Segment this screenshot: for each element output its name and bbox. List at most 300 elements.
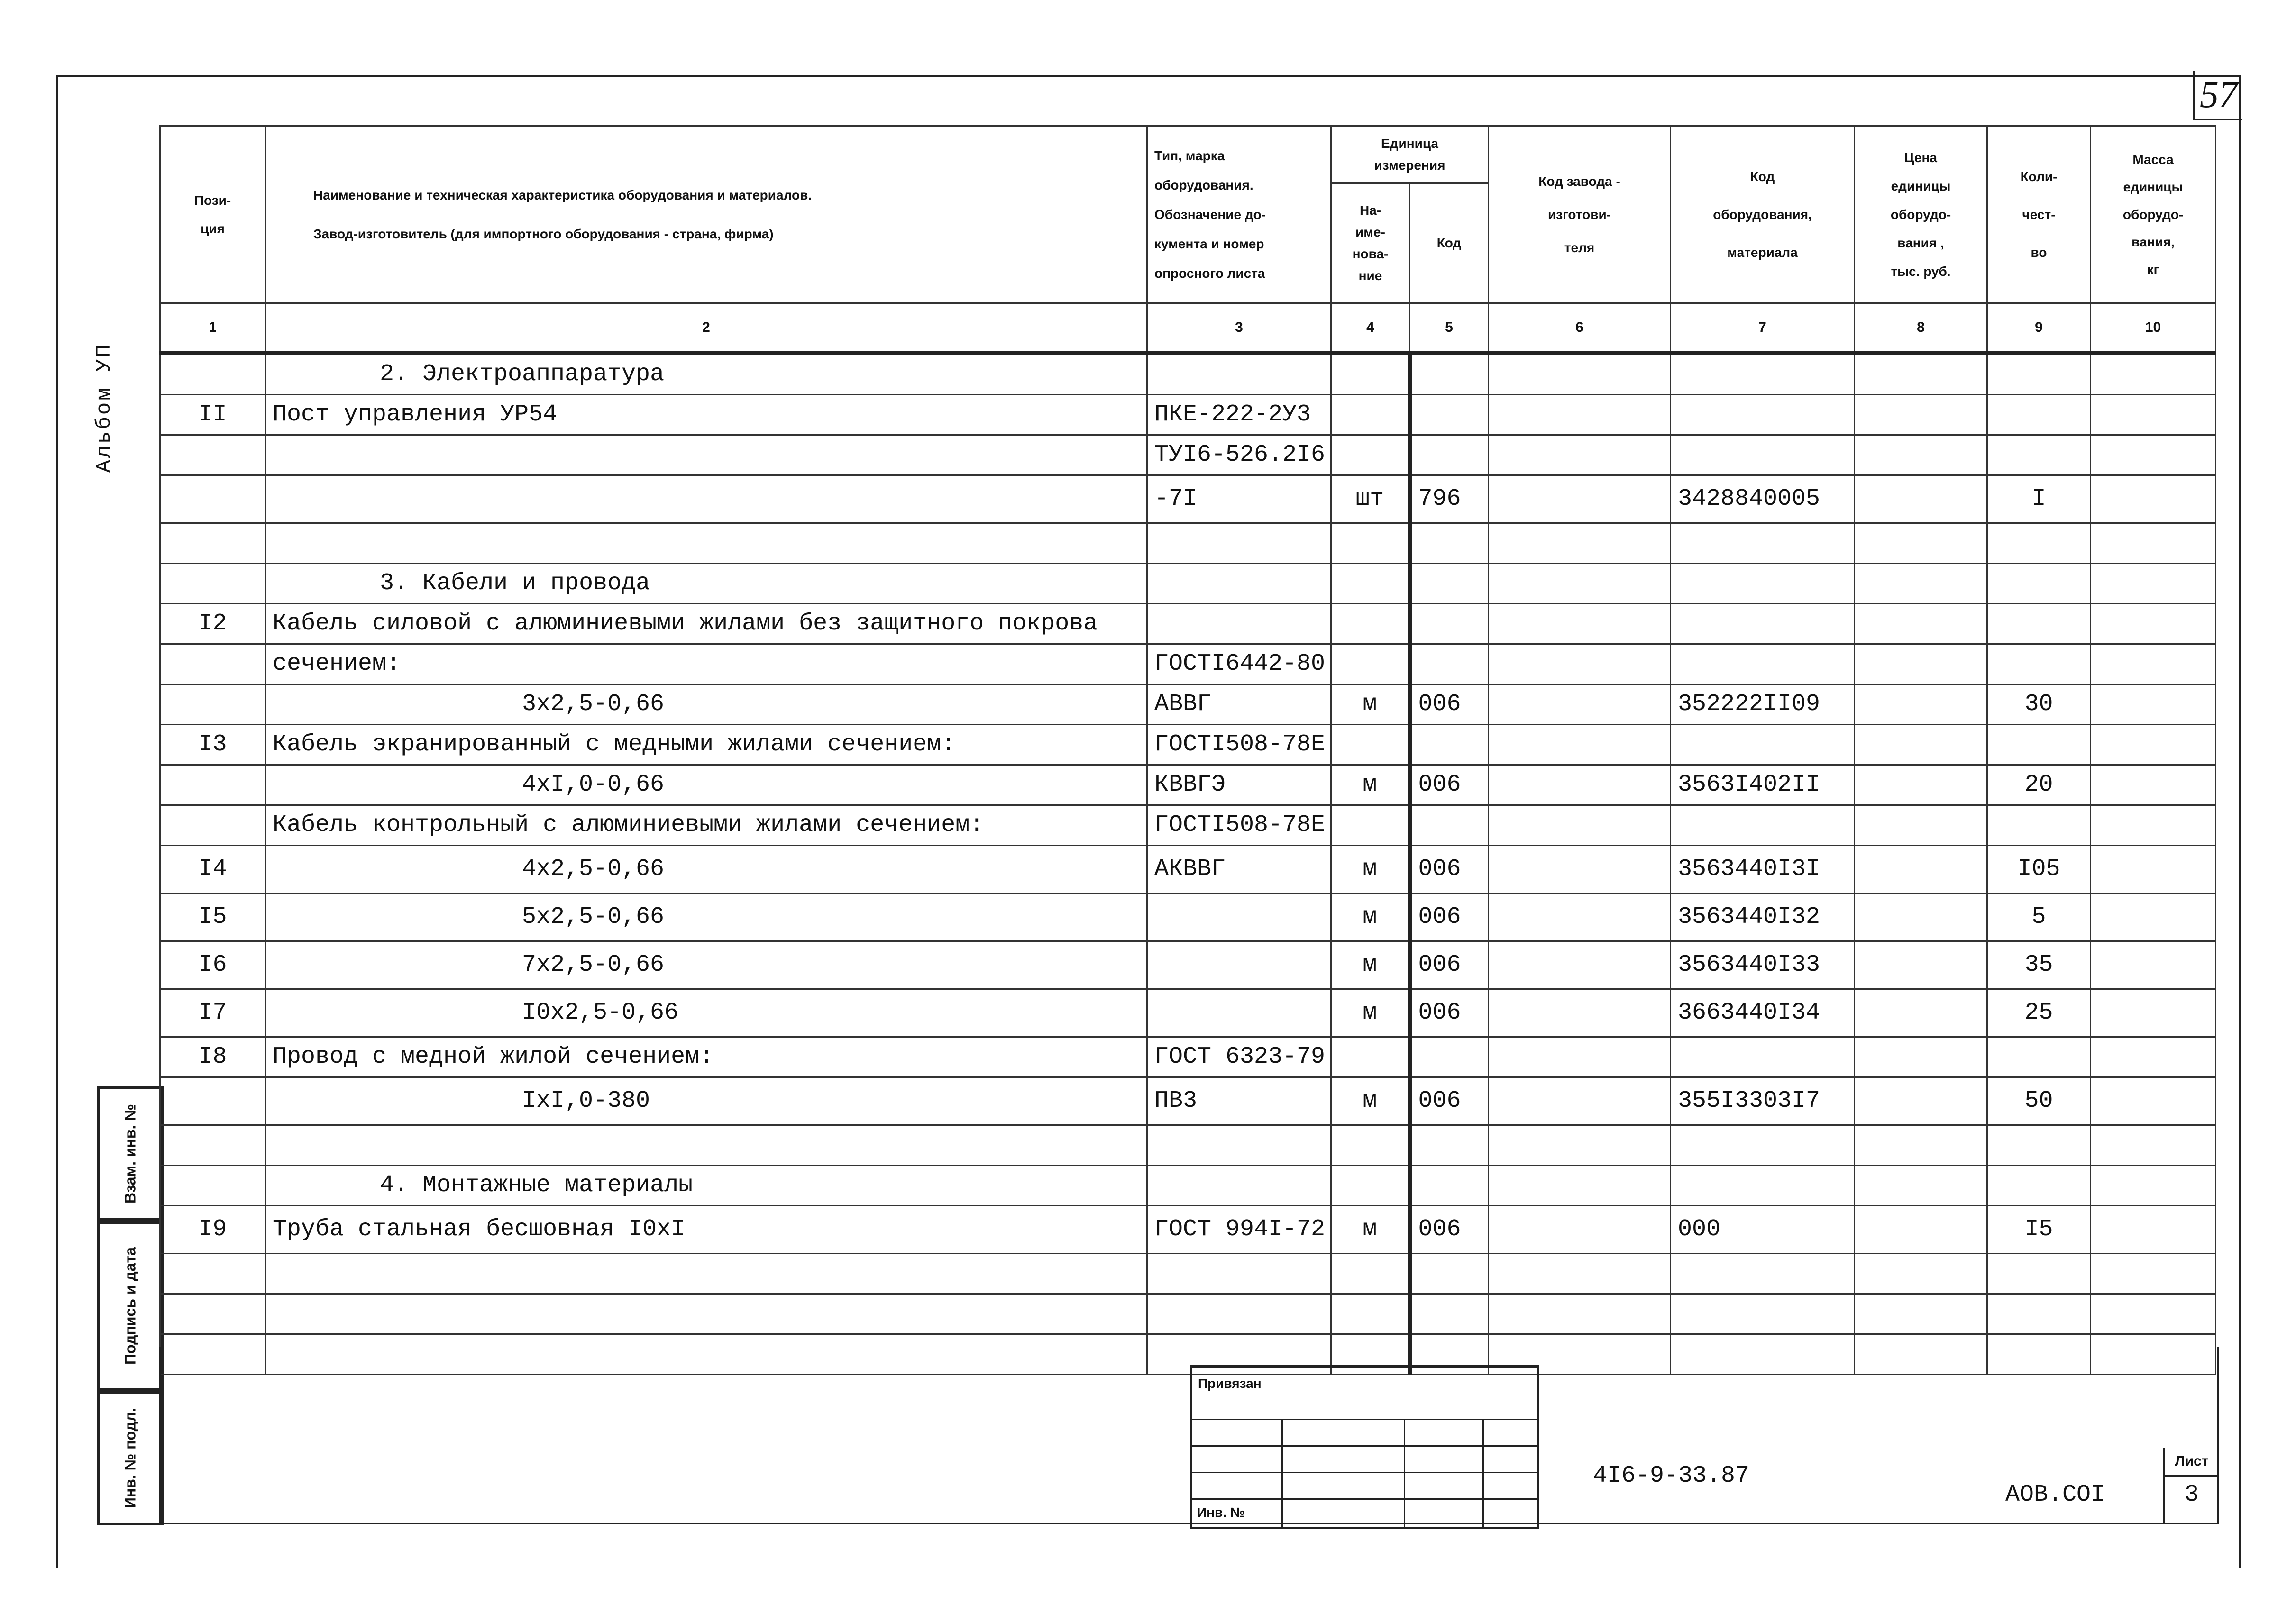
cell-name (265, 1294, 1147, 1334)
cell-equipment-code: 3563I402II (1671, 765, 1855, 805)
cell-equipment-code (1671, 604, 1855, 644)
cell-position (160, 805, 265, 846)
cell-price (1855, 1037, 1987, 1077)
cell-position: I5 (160, 894, 265, 941)
cell-name: 3х2,5-0,66 (265, 684, 1147, 725)
cell-quantity (1987, 644, 2091, 684)
cell-type (1147, 989, 1331, 1037)
cell-equipment-code (1671, 353, 1855, 395)
cell-unit-code (1410, 1254, 1489, 1294)
cell-name: Кабель экранированный с медными жилами сечением: (265, 725, 1147, 765)
cell-unit-code (1410, 353, 1489, 395)
cell-mass (2091, 353, 2216, 395)
column-number-row (160, 303, 2216, 354)
cell-type: ПВ3 (1147, 1077, 1331, 1125)
header-unit-name: На- име- нова- ние (1331, 183, 1410, 303)
cell-price (1855, 475, 1987, 523)
table-row (160, 523, 2216, 564)
cell-position (160, 1294, 265, 1334)
cell-equipment-code (1671, 1254, 1855, 1294)
cell-name (265, 1125, 1147, 1166)
cell-factory-code (1489, 1037, 1671, 1077)
cell-type (1147, 564, 1331, 604)
cell-position (160, 644, 265, 684)
cell-position (160, 1077, 265, 1125)
cell-mass (2091, 941, 2216, 989)
cell-name (265, 1254, 1147, 1294)
cell-price (1855, 564, 1987, 604)
cell-mass (2091, 1037, 2216, 1077)
cell-mass (2091, 1077, 2216, 1125)
col-num-6: 6 (1489, 303, 1671, 354)
binding-line (1192, 1498, 1537, 1500)
cell-unit-code (1410, 523, 1489, 564)
cell-equipment-code (1671, 564, 1855, 604)
header-unit-code: Код (1410, 183, 1489, 303)
cell-unit-code: 006 (1410, 941, 1489, 989)
table-row (160, 1254, 2216, 1294)
cell-position: I8 (160, 1037, 265, 1077)
cell-price (1855, 353, 1987, 395)
document-designation: 4I6-9-33.87 (1593, 1462, 1750, 1489)
cell-type: ГОСТ 994I-72 (1147, 1206, 1331, 1254)
cell-unit-code (1410, 1037, 1489, 1077)
cell-quantity (1987, 564, 2091, 604)
cell-mass (2091, 765, 2216, 805)
table-row (160, 684, 2216, 725)
cell-factory-code (1489, 765, 1671, 805)
cell-unit-code (1410, 725, 1489, 765)
cell-unit: м (1331, 1206, 1410, 1254)
table-row (160, 1206, 2216, 1254)
cell-type: АКВВГ (1147, 846, 1331, 894)
cell-position (160, 564, 265, 604)
table-row (160, 1125, 2216, 1166)
cell-quantity (1987, 725, 2091, 765)
cell-quantity: 25 (1987, 989, 2091, 1037)
cell-position: I9 (160, 1206, 265, 1254)
cell-mass (2091, 894, 2216, 941)
col-num-1: 1 (160, 303, 265, 354)
cell-type (1147, 1125, 1331, 1166)
cell-price (1855, 1077, 1987, 1125)
cell-type (1147, 1294, 1331, 1334)
cell-unit (1331, 435, 1410, 475)
cell-factory-code (1489, 435, 1671, 475)
cell-unit-code (1410, 1294, 1489, 1334)
binding-inv-label: Инв. № (1197, 1505, 1245, 1520)
cell-price (1855, 435, 1987, 475)
binding-line (1192, 1445, 1537, 1447)
cell-price (1855, 989, 1987, 1037)
cell-type: ПКЕ-222-2У3 (1147, 395, 1331, 435)
cell-equipment-code (1671, 523, 1855, 564)
cell-name: 4. Монтажные материалы (265, 1166, 1147, 1206)
cell-equipment-code: 352222II09 (1671, 684, 1855, 725)
cell-type (1147, 353, 1331, 395)
cell-unit-code: 006 (1410, 684, 1489, 725)
cell-mass (2091, 805, 2216, 846)
cell-unit-code (1410, 644, 1489, 684)
stamp-sign-date-text: Подпись и дата (121, 1247, 139, 1365)
cell-equipment-code (1671, 1166, 1855, 1206)
col-num-3: 3 (1147, 303, 1331, 354)
header-mass: Масса единицы оборудо- вания, кг (2091, 126, 2216, 303)
cell-factory-code (1489, 1166, 1671, 1206)
cell-quantity (1987, 604, 2091, 644)
cell-name: Пост управления УР54 (265, 395, 1147, 435)
cell-position (160, 435, 265, 475)
header-name-line1: Наименование и техническая характеристика оборудования и материалов. (313, 187, 812, 202)
binding-line (1192, 1419, 1537, 1420)
cell-name (265, 435, 1147, 475)
cell-price (1855, 1294, 1987, 1334)
cell-position (160, 475, 265, 523)
cell-position: I2 (160, 604, 265, 644)
cell-name: Труба стальная бесшовная I0хI (265, 1206, 1147, 1254)
table-row (160, 989, 2216, 1037)
cell-quantity (1987, 805, 2091, 846)
cell-equipment-code (1671, 435, 1855, 475)
cell-price (1855, 765, 1987, 805)
cell-price (1855, 395, 1987, 435)
cell-unit-code (1410, 805, 1489, 846)
cell-quantity: 20 (1987, 765, 2091, 805)
cell-price (1855, 523, 1987, 564)
cell-equipment-code: 355I3303I7 (1671, 1077, 1855, 1125)
cell-mass (2091, 725, 2216, 765)
cell-equipment-code (1671, 725, 1855, 765)
cell-quantity: 5 (1987, 894, 2091, 941)
cell-unit: шт (1331, 475, 1410, 523)
col-num-8: 8 (1855, 303, 1987, 354)
cell-name: Кабель контрольный с алюминиевыми жилами сечением: (265, 805, 1147, 846)
specification-body (160, 353, 2216, 1375)
cell-mass (2091, 1294, 2216, 1334)
binding-line (1192, 1472, 1537, 1473)
cell-equipment-code (1671, 805, 1855, 846)
stamp-swap-inv (97, 1086, 164, 1221)
col-num-7: 7 (1671, 303, 1855, 354)
header-type: Тип, марка оборудования. Обозначение до- кумента и номер опросного листа (1147, 126, 1331, 303)
sheet-box (2163, 1448, 2218, 1524)
cell-factory-code (1489, 523, 1671, 564)
header-position: Пози- ция (160, 126, 265, 303)
table-row (160, 805, 2216, 846)
cell-unit (1331, 523, 1410, 564)
cell-quantity: 30 (1987, 684, 2091, 725)
section-row (160, 564, 2216, 604)
section-row (160, 353, 2216, 395)
cell-unit: м (1331, 846, 1410, 894)
cell-factory-code (1489, 805, 1671, 846)
cell-unit-code (1410, 564, 1489, 604)
cell-type (1147, 1166, 1331, 1206)
cell-unit-code (1410, 435, 1489, 475)
cell-quantity: I5 (1987, 1206, 2091, 1254)
cell-unit: м (1331, 894, 1410, 941)
cell-name (265, 475, 1147, 523)
album-label (76, 341, 133, 474)
album-label-text: Альбом УП (92, 343, 116, 473)
cell-quantity (1987, 523, 2091, 564)
cell-name: I0х2,5-0,66 (265, 989, 1147, 1037)
col-num-10: 10 (2091, 303, 2216, 354)
cell-price (1855, 725, 1987, 765)
page-number: 57 (2193, 71, 2242, 120)
cell-name: 3. Кабели и провода (265, 564, 1147, 604)
binding-block (1190, 1365, 1539, 1529)
cell-price (1855, 1166, 1987, 1206)
cell-factory-code (1489, 644, 1671, 684)
cell-quantity (1987, 1125, 2091, 1166)
cell-unit (1331, 1125, 1410, 1166)
cell-type: АВВГ (1147, 684, 1331, 725)
stamp-sign-date (97, 1221, 164, 1391)
cell-equipment-code (1671, 1125, 1855, 1166)
cell-unit (1331, 1166, 1410, 1206)
cell-unit (1331, 725, 1410, 765)
cell-mass (2091, 604, 2216, 644)
cell-factory-code (1489, 395, 1671, 435)
table-row (160, 435, 2216, 475)
table-row (160, 1037, 2216, 1077)
cell-price (1855, 805, 1987, 846)
cell-name: 4хI,0-0,66 (265, 765, 1147, 805)
cell-unit-code (1410, 604, 1489, 644)
cell-name: 2. Электроаппаратура (265, 353, 1147, 395)
binding-divider (1404, 1419, 1405, 1527)
binding-title: Привязан (1198, 1376, 1262, 1391)
stamp-swap-inv-text: Взам. инв. № (121, 1104, 139, 1204)
cell-factory-code (1489, 604, 1671, 644)
table-row (160, 644, 2216, 684)
cell-unit-code: 006 (1410, 1206, 1489, 1254)
cell-unit: м (1331, 765, 1410, 805)
col-num-5: 5 (1410, 303, 1489, 354)
cell-price (1855, 941, 1987, 989)
cell-unit (1331, 1254, 1410, 1294)
table-row (160, 395, 2216, 435)
cell-quantity: I (1987, 475, 2091, 523)
header-equipment-code: Код оборудования, материала (1671, 126, 1855, 303)
cell-quantity: I05 (1987, 846, 2091, 894)
cell-price (1855, 846, 1987, 894)
cell-unit: м (1331, 941, 1410, 989)
cell-quantity (1987, 1037, 2091, 1077)
table-row (160, 1294, 2216, 1334)
header-price: Цена единицы оборудо- вания , тыс. руб. (1855, 126, 1987, 303)
table-row (160, 604, 2216, 644)
cell-factory-code (1489, 941, 1671, 989)
cell-position: I6 (160, 941, 265, 989)
cell-price (1855, 1125, 1987, 1166)
cell-factory-code (1489, 846, 1671, 894)
cell-quantity (1987, 1166, 2091, 1206)
cell-name: 7х2,5-0,66 (265, 941, 1147, 989)
sheet-label: Лист (2165, 1448, 2218, 1477)
cell-price (1855, 604, 1987, 644)
cell-type: ГОСТ 6323-79 (1147, 1037, 1331, 1077)
cell-mass (2091, 684, 2216, 725)
header-name-line2: Завод-изготовитель (для импортного оборудования - страна, фирма) (313, 226, 774, 241)
table-row (160, 894, 2216, 941)
cell-mass (2091, 1166, 2216, 1206)
cell-price (1855, 1254, 1987, 1294)
cell-position (160, 1254, 265, 1294)
cell-unit: м (1331, 1077, 1410, 1125)
binding-divider (1281, 1419, 1283, 1527)
cell-equipment-code (1671, 395, 1855, 435)
cell-mass (2091, 1254, 2216, 1294)
cell-unit (1331, 805, 1410, 846)
cell-position: I3 (160, 725, 265, 765)
cell-equipment-code: 3563440I33 (1671, 941, 1855, 989)
cell-mass (2091, 989, 2216, 1037)
stamp-inv-orig-text: Инв. № подл. (121, 1407, 139, 1509)
title-block (159, 1347, 2219, 1524)
cell-mass (2091, 644, 2216, 684)
cell-name (265, 523, 1147, 564)
cell-mass (2091, 1125, 2216, 1166)
cell-factory-code (1489, 1254, 1671, 1294)
cell-unit (1331, 564, 1410, 604)
cell-name: 5х2,5-0,66 (265, 894, 1147, 941)
cell-equipment-code: 000 (1671, 1206, 1855, 1254)
cell-quantity: 35 (1987, 941, 2091, 989)
cell-position (160, 353, 265, 395)
col-num-2: 2 (265, 303, 1147, 354)
binding-divider (1482, 1419, 1484, 1527)
cell-type (1147, 1254, 1331, 1294)
cell-unit: м (1331, 989, 1410, 1037)
document-code: АОВ.СОI (2005, 1481, 2105, 1508)
cell-unit-code (1410, 1166, 1489, 1206)
cell-type: ГОСТI6442-80 (1147, 644, 1331, 684)
sheet-number: 3 (2184, 1481, 2199, 1508)
cell-position (160, 684, 265, 725)
cell-name: Кабель силовой с алюминиевыми жилами без защитного покрова (265, 604, 1147, 644)
cell-quantity (1987, 395, 2091, 435)
cell-unit (1331, 395, 1410, 435)
cell-unit: м (1331, 684, 1410, 725)
cell-unit-code: 006 (1410, 765, 1489, 805)
cell-equipment-code (1671, 644, 1855, 684)
header-unit-group: Единица измерения (1331, 126, 1489, 183)
cell-position (160, 1166, 265, 1206)
cell-equipment-code: 3663440I34 (1671, 989, 1855, 1037)
cell-equipment-code (1671, 1294, 1855, 1334)
cell-type (1147, 941, 1331, 989)
cell-unit-code: 006 (1410, 846, 1489, 894)
cell-factory-code (1489, 1206, 1671, 1254)
cell-mass (2091, 846, 2216, 894)
cell-mass (2091, 1206, 2216, 1254)
cell-mass (2091, 475, 2216, 523)
cell-factory-code (1489, 475, 1671, 523)
cell-type (1147, 604, 1331, 644)
cell-unit-code: 006 (1410, 989, 1489, 1037)
header-quantity: Коли- чест- во (1987, 126, 2091, 303)
cell-unit (1331, 644, 1410, 684)
header-row (160, 126, 2216, 183)
cell-factory-code (1489, 1077, 1671, 1125)
cell-type: -7I (1147, 475, 1331, 523)
cell-position: I4 (160, 846, 265, 894)
cell-type: ГОСТI508-78Е (1147, 725, 1331, 765)
cell-quantity (1987, 1294, 2091, 1334)
cell-quantity: 50 (1987, 1077, 2091, 1125)
cell-quantity (1987, 435, 2091, 475)
table-row (160, 765, 2216, 805)
cell-factory-code (1489, 1125, 1671, 1166)
cell-equipment-code: 3428840005 (1671, 475, 1855, 523)
cell-mass (2091, 564, 2216, 604)
table-row (160, 1077, 2216, 1125)
cell-mass (2091, 395, 2216, 435)
cell-position: I7 (160, 989, 265, 1037)
cell-position (160, 523, 265, 564)
cell-price (1855, 644, 1987, 684)
cell-factory-code (1489, 684, 1671, 725)
col-num-9: 9 (1987, 303, 2091, 354)
header-name (265, 126, 1147, 303)
specification-table (159, 125, 2216, 1375)
cell-unit-code (1410, 395, 1489, 435)
cell-equipment-code: 3563440I3I (1671, 846, 1855, 894)
section-row (160, 1166, 2216, 1206)
table-row (160, 475, 2216, 523)
cell-name: 4х2,5-0,66 (265, 846, 1147, 894)
cell-price (1855, 894, 1987, 941)
cell-type: ТУI6-526.2I6 (1147, 435, 1331, 475)
cell-unit-code: 006 (1410, 1077, 1489, 1125)
cell-mass (2091, 523, 2216, 564)
cell-type (1147, 523, 1331, 564)
cell-factory-code (1489, 894, 1671, 941)
cell-equipment-code (1671, 1037, 1855, 1077)
cell-type: КВВГЭ (1147, 765, 1331, 805)
cell-price (1855, 1206, 1987, 1254)
cell-factory-code (1489, 989, 1671, 1037)
cell-unit-code: 006 (1410, 894, 1489, 941)
cell-equipment-code: 3563440I32 (1671, 894, 1855, 941)
cell-unit (1331, 1037, 1410, 1077)
cell-unit (1331, 353, 1410, 395)
col-num-4: 4 (1331, 303, 1410, 354)
cell-unit (1331, 604, 1410, 644)
table-row (160, 725, 2216, 765)
table-row (160, 846, 2216, 894)
cell-type: ГОСТI508-78Е (1147, 805, 1331, 846)
cell-unit-code: 796 (1410, 475, 1489, 523)
cell-factory-code (1489, 1294, 1671, 1334)
cell-quantity (1987, 353, 2091, 395)
cell-factory-code (1489, 725, 1671, 765)
cell-type (1147, 894, 1331, 941)
stamp-inv-orig (97, 1391, 164, 1525)
cell-unit (1331, 1294, 1410, 1334)
cell-name: Провод с медной жилой сечением: (265, 1037, 1147, 1077)
cell-position (160, 1125, 265, 1166)
cell-factory-code (1489, 353, 1671, 395)
cell-position (160, 765, 265, 805)
cell-unit-code (1410, 1125, 1489, 1166)
cell-name: сечением: (265, 644, 1147, 684)
cell-quantity (1987, 1254, 2091, 1294)
cell-factory-code (1489, 564, 1671, 604)
table-row (160, 941, 2216, 989)
